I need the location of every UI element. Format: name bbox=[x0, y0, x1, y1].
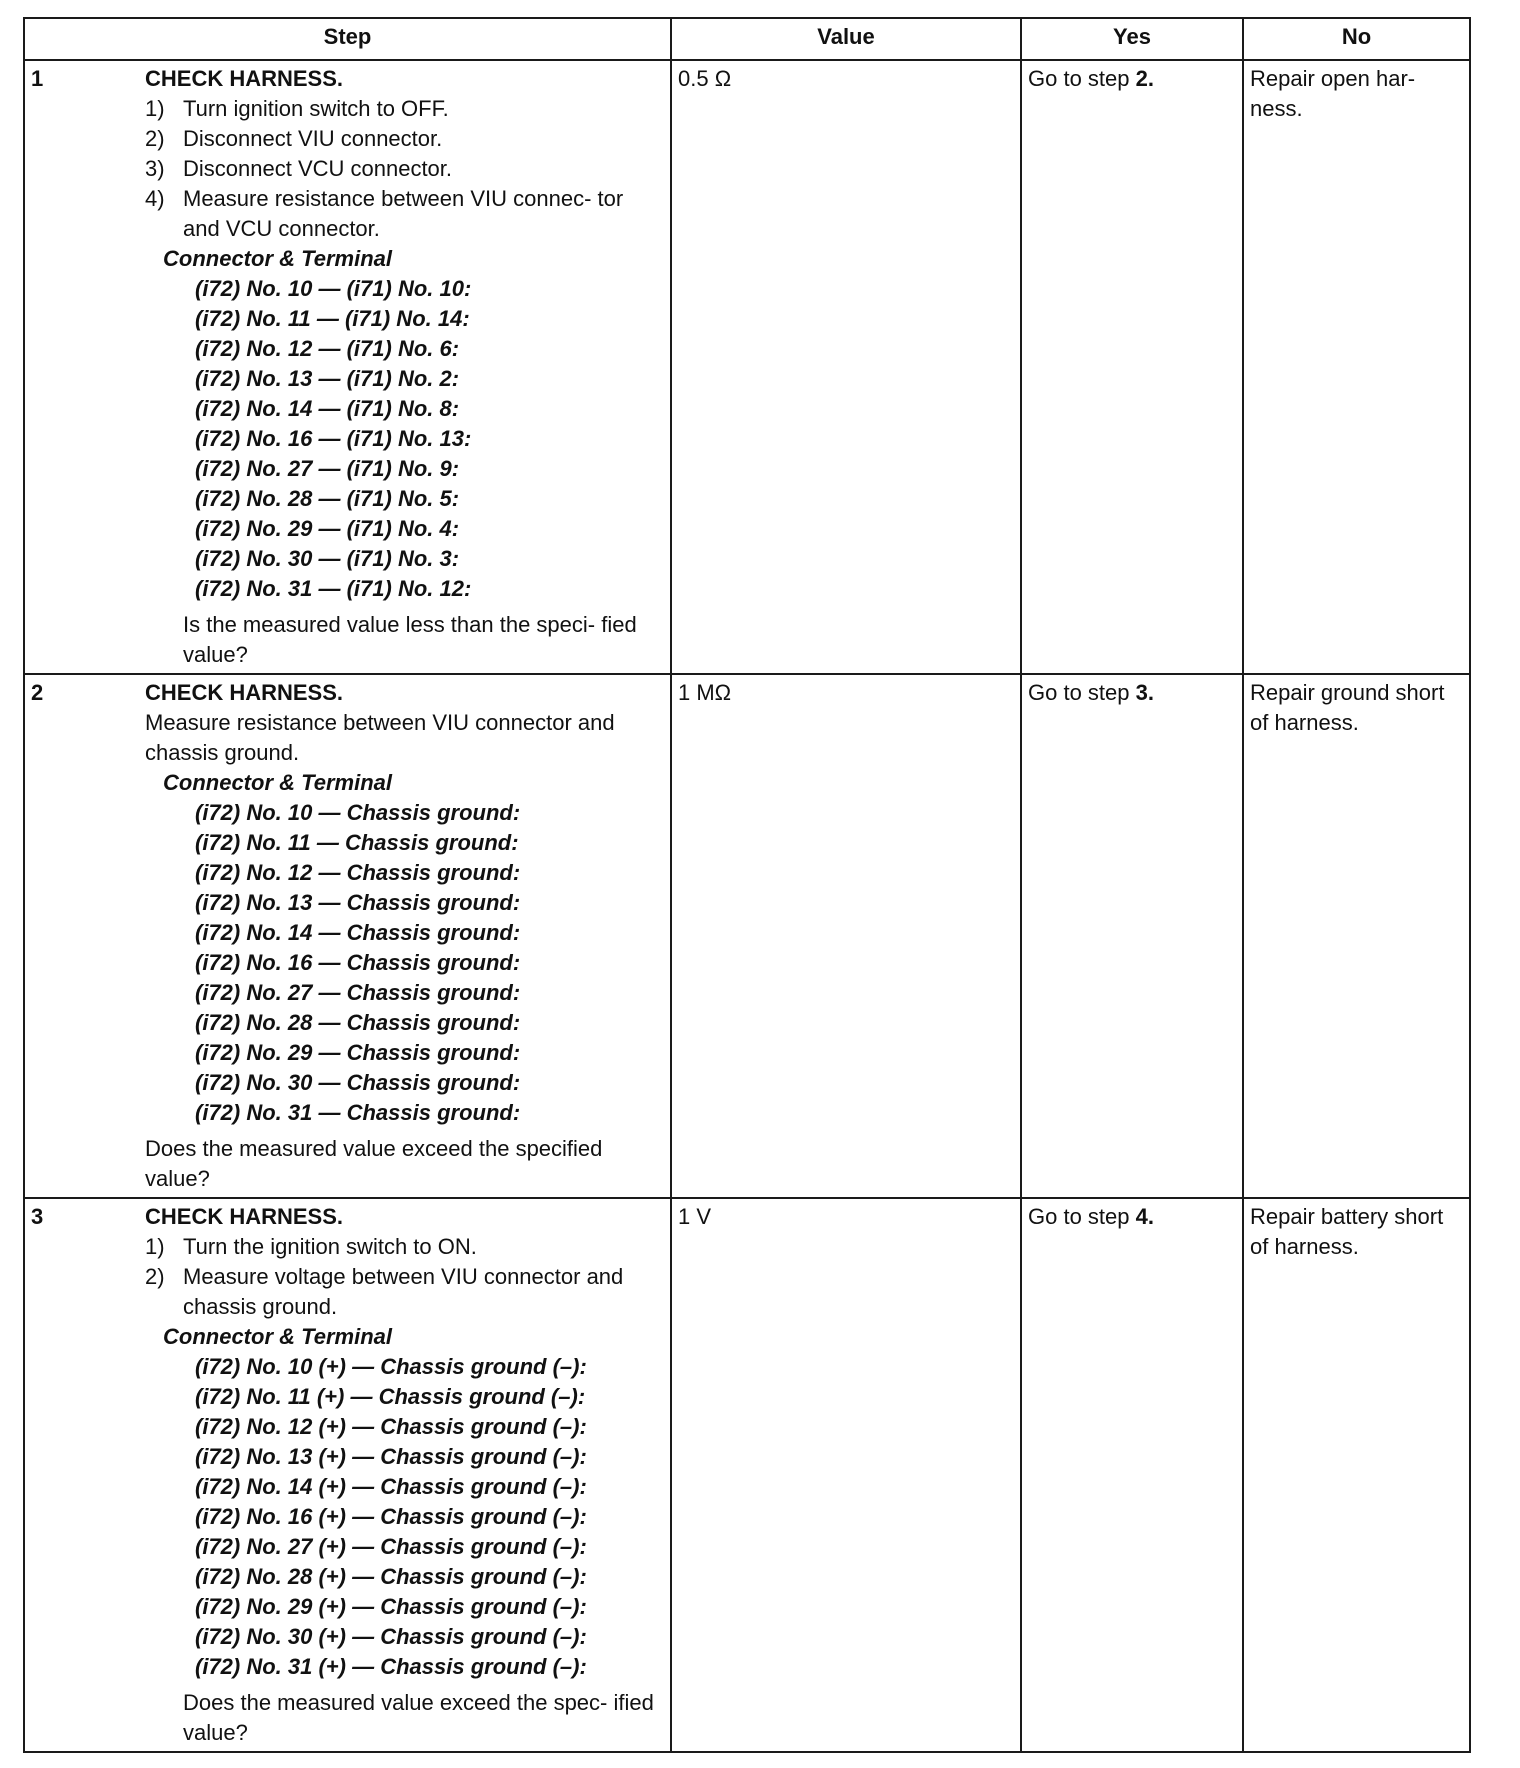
list-item bbox=[145, 94, 665, 124]
step-number: 2 bbox=[31, 680, 44, 705]
table-row bbox=[24, 674, 1470, 1198]
yes-cell bbox=[1021, 60, 1243, 674]
substep-text: Measure resistance between VIU connec- tor and VCU connector. bbox=[183, 186, 624, 241]
yes-cell bbox=[1021, 1198, 1243, 1752]
yes-step-link: 3. bbox=[1135, 680, 1154, 705]
header-step: Step bbox=[24, 18, 671, 60]
yes-prefix: Go to step bbox=[1028, 66, 1136, 91]
terminal-item: (i72) No. 28 — (i71) No. 5: bbox=[195, 486, 460, 511]
terminal-item: (i72) No. 12 — Chassis ground: bbox=[195, 860, 521, 885]
table-header-row bbox=[24, 18, 1470, 60]
terminal-item: (i72) No. 27 — (i71) No. 9: bbox=[195, 456, 460, 481]
terminal-item: (i72) No. 10 — Chassis ground: bbox=[195, 800, 521, 825]
step-content bbox=[145, 678, 665, 1194]
terminal-item: (i72) No. 14 (+) — Chassis ground (–): bbox=[195, 1474, 587, 1499]
no-cell: Repair open har- ness. bbox=[1243, 60, 1470, 674]
value-cell: 1 MΩ bbox=[671, 674, 1021, 1198]
substep-number: 3) bbox=[145, 156, 165, 181]
terminal-item: (i72) No. 13 (+) — Chassis ground (–): bbox=[195, 1444, 587, 1469]
substep-number: 4) bbox=[145, 186, 165, 211]
list-item bbox=[145, 124, 665, 154]
terminal-item: (i72) No. 11 — (i71) No. 14: bbox=[195, 306, 470, 331]
list-item bbox=[145, 154, 665, 184]
list-item bbox=[145, 184, 665, 244]
substep-text: Disconnect VCU connector. bbox=[183, 156, 453, 181]
terminal-item: (i72) No. 10 — (i71) No. 10: bbox=[195, 276, 472, 301]
step-title: CHECK HARNESS. bbox=[145, 1204, 344, 1229]
substep-number: 2) bbox=[145, 126, 165, 151]
terminal-item: (i72) No. 10 (+) — Chassis ground (–): bbox=[195, 1354, 587, 1379]
substep-text: Disconnect VIU connector. bbox=[183, 126, 443, 151]
no-cell: Repair ground short of harness. bbox=[1243, 674, 1470, 1198]
yes-prefix: Go to step bbox=[1028, 680, 1136, 705]
yes-step-link: 2. bbox=[1135, 66, 1154, 91]
list-item bbox=[145, 1232, 665, 1262]
terminal-item: (i72) No. 30 (+) — Chassis ground (–): bbox=[195, 1624, 587, 1649]
terminal-list bbox=[145, 1352, 665, 1682]
substep-number: 1) bbox=[145, 96, 165, 121]
terminal-item: (i72) No. 16 — Chassis ground: bbox=[195, 950, 521, 975]
yes-prefix: Go to step bbox=[1028, 1204, 1136, 1229]
substep-list bbox=[145, 94, 665, 244]
terminal-item: (i72) No. 11 (+) — Chassis ground (–): bbox=[195, 1384, 586, 1409]
terminal-item: (i72) No. 31 (+) — Chassis ground (–): bbox=[195, 1654, 587, 1679]
terminal-item: (i72) No. 13 — (i71) No. 2: bbox=[195, 366, 460, 391]
step-number: 3 bbox=[31, 1204, 44, 1229]
step-cell bbox=[24, 1198, 671, 1752]
terminal-item: (i72) No. 16 — (i71) No. 13: bbox=[195, 426, 472, 451]
terminal-item: (i72) No. 31 — Chassis ground: bbox=[195, 1100, 521, 1125]
terminal-item: (i72) No. 29 — Chassis ground: bbox=[195, 1040, 521, 1065]
terminal-item: (i72) No. 12 (+) — Chassis ground (–): bbox=[195, 1414, 587, 1439]
step-cell bbox=[24, 60, 671, 674]
no-cell: Repair battery short of harness. bbox=[1243, 1198, 1470, 1752]
terminal-item: (i72) No. 27 — Chassis ground: bbox=[195, 980, 521, 1005]
terminal-item: (i72) No. 30 — (i71) No. 3: bbox=[195, 546, 460, 571]
header-value: Value bbox=[671, 18, 1021, 60]
table-row bbox=[24, 60, 1470, 674]
yes-step-link: 4. bbox=[1135, 1204, 1154, 1229]
substep-number: 2) bbox=[145, 1264, 165, 1289]
substep-number: 1) bbox=[145, 1234, 165, 1259]
terminal-item: (i72) No. 12 — (i71) No. 6: bbox=[195, 336, 460, 361]
terminal-item: (i72) No. 31 — (i71) No. 12: bbox=[195, 576, 472, 601]
connector-terminal-label: Connector & Terminal bbox=[163, 1324, 392, 1349]
step-question: Does the measured value exceed the spec- ified value? bbox=[183, 1690, 654, 1745]
step-content bbox=[145, 1202, 665, 1748]
substep-list bbox=[145, 1232, 665, 1322]
connector-terminal-label: Connector & Terminal bbox=[163, 770, 392, 795]
step-question: Does the measured value exceed the specified value? bbox=[145, 1136, 603, 1191]
terminal-item: (i72) No. 28 (+) — Chassis ground (–): bbox=[195, 1564, 587, 1589]
value-cell: 1 V bbox=[671, 1198, 1021, 1752]
terminal-list bbox=[145, 274, 665, 604]
yes-cell bbox=[1021, 674, 1243, 1198]
header-yes: Yes bbox=[1021, 18, 1243, 60]
terminal-item: (i72) No. 30 — Chassis ground: bbox=[195, 1070, 521, 1095]
terminal-item: (i72) No. 29 (+) — Chassis ground (–): bbox=[195, 1594, 587, 1619]
list-item bbox=[145, 1262, 665, 1322]
terminal-item: (i72) No. 14 — (i71) No. 8: bbox=[195, 396, 460, 421]
substep-text: Turn ignition switch to OFF. bbox=[183, 96, 449, 121]
terminal-item: (i72) No. 14 — Chassis ground: bbox=[195, 920, 521, 945]
diagnostic-table bbox=[23, 17, 1471, 1753]
step-question: Is the measured value less than the speci- fied value? bbox=[183, 612, 637, 667]
terminal-item: (i72) No. 28 — Chassis ground: bbox=[195, 1010, 521, 1035]
value-cell: 0.5 Ω bbox=[671, 60, 1021, 674]
terminal-list bbox=[145, 798, 665, 1128]
step-description: Measure resistance between VIU connector and chassis ground. bbox=[145, 710, 615, 765]
substep-text: Turn the ignition switch to ON. bbox=[183, 1234, 477, 1259]
substep-text: Measure voltage between VIU connector and chassis ground. bbox=[183, 1264, 624, 1319]
terminal-item: (i72) No. 27 (+) — Chassis ground (–): bbox=[195, 1534, 587, 1559]
terminal-item: (i72) No. 16 (+) — Chassis ground (–): bbox=[195, 1504, 587, 1529]
connector-terminal-label: Connector & Terminal bbox=[163, 246, 392, 271]
step-title: CHECK HARNESS. bbox=[145, 66, 344, 91]
step-number: 1 bbox=[31, 66, 44, 91]
step-title: CHECK HARNESS. bbox=[145, 680, 344, 705]
terminal-item: (i72) No. 29 — (i71) No. 4: bbox=[195, 516, 460, 541]
step-content bbox=[145, 64, 665, 670]
header-no: No bbox=[1243, 18, 1470, 60]
table-row bbox=[24, 1198, 1470, 1752]
terminal-item: (i72) No. 11 — Chassis ground: bbox=[195, 830, 519, 855]
step-cell bbox=[24, 674, 671, 1198]
terminal-item: (i72) No. 13 — Chassis ground: bbox=[195, 890, 521, 915]
